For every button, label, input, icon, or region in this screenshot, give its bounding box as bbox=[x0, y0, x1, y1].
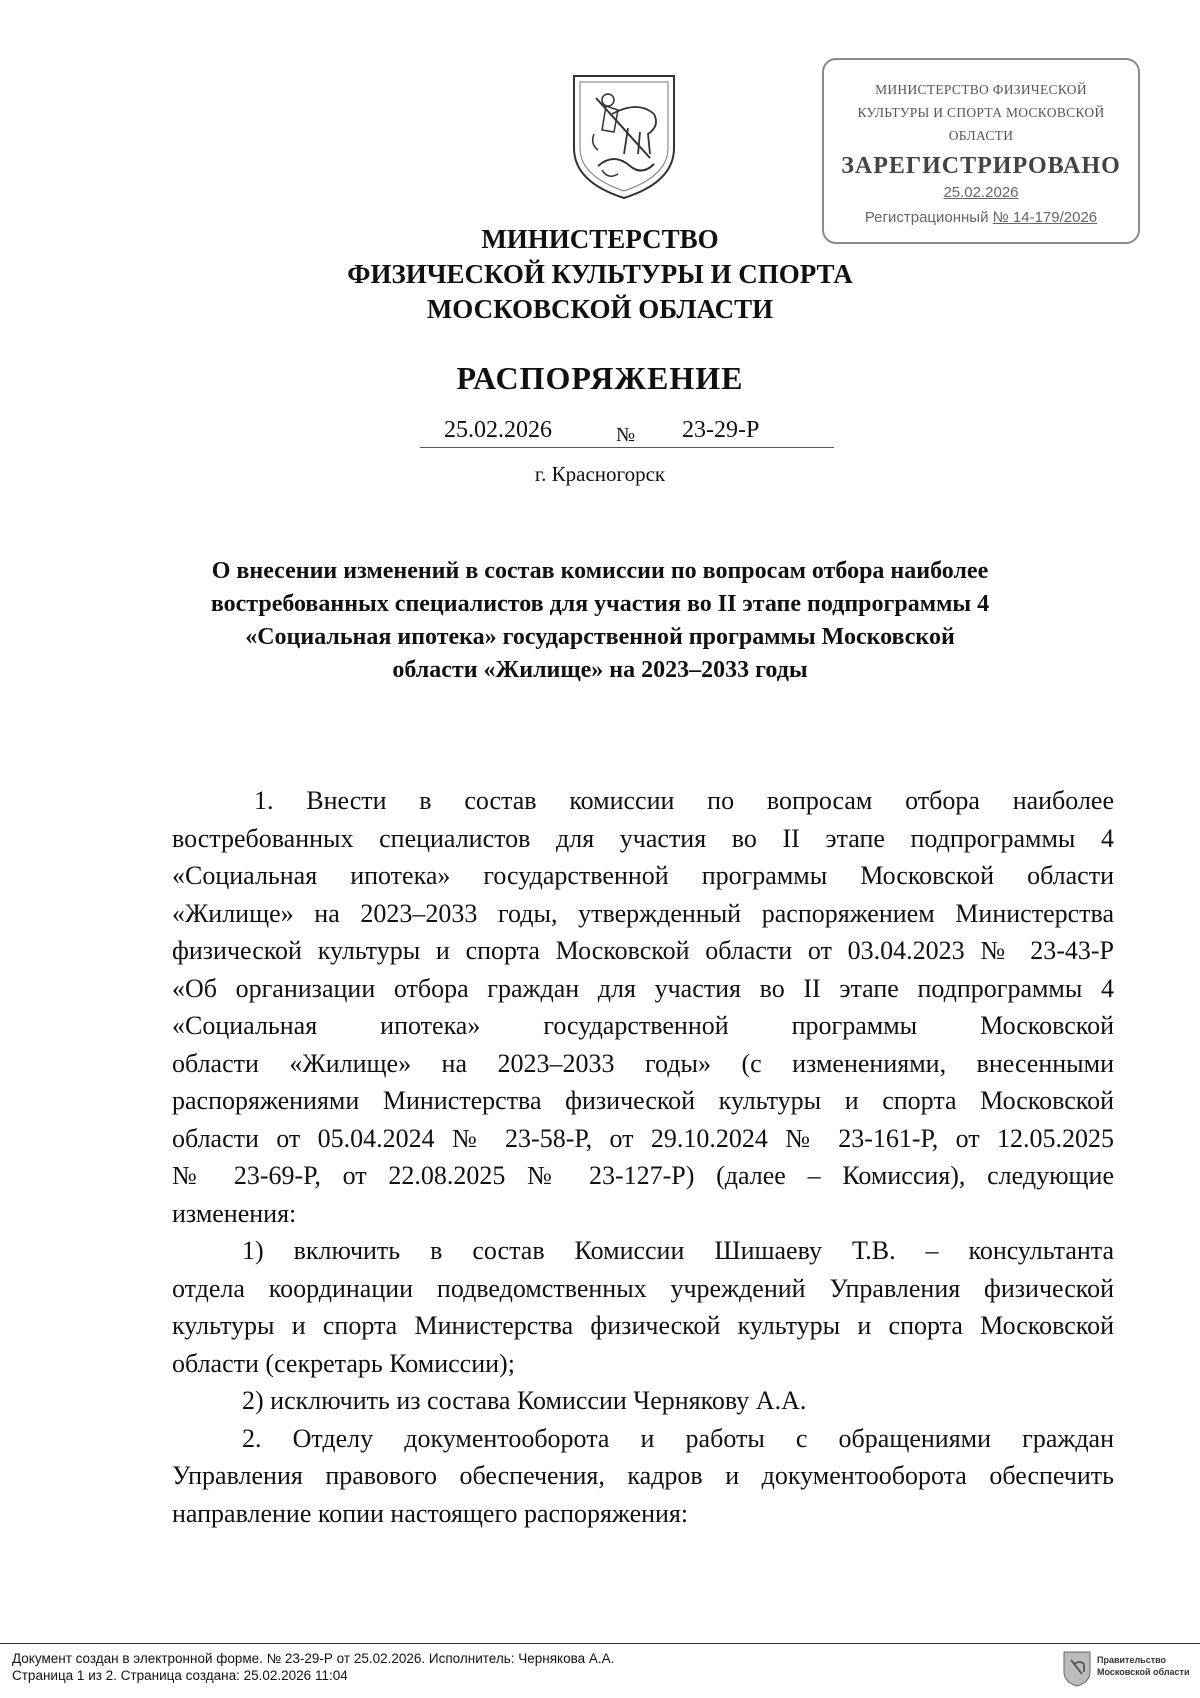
paragraph-2 bbox=[172, 1420, 1114, 1533]
gov-label-line: Правительство bbox=[1097, 1655, 1167, 1665]
paragraph-line: востребованных специалистов для участия во II этапе подпрограммы 4 bbox=[172, 823, 1114, 853]
paragraph-line: 2) исключить из состава Комиссии Чернякову А.А. bbox=[242, 1386, 807, 1415]
stamp-reg-label: Регистрационный bbox=[864, 209, 989, 226]
gov-label-line: Московской области bbox=[1097, 1667, 1190, 1677]
ministry-line: ФИЗИЧЕСКОЙ КУЛЬТУРЫ И СПОРТА bbox=[347, 259, 853, 289]
paragraph-line: культуры и спорта Министерства физической культуры и спорта Московской bbox=[172, 1311, 1114, 1340]
stamp-org-line: КУЛЬТУРЫ И СПОРТА МОСКОВСКОЙ bbox=[857, 105, 1105, 120]
paragraph-line: «Жилище» на 2023–2033 годы, утвержденный распоряжением Министерства bbox=[172, 898, 1114, 928]
stamp-org-line: МИНИСТЕРСТВО ФИЗИЧЕСКОЙ bbox=[875, 82, 1087, 97]
document-type: РАСПОРЯЖЕНИЕ bbox=[456, 360, 744, 396]
ministry-title bbox=[300, 222, 900, 327]
footer-line: Документ создан в электронной форме. № 23-29-Р от 25.02.2026. Исполнитель: Чернякова А.А. bbox=[12, 1651, 615, 1666]
paragraph-line: «Социальная ипотека» государственной программы Московской bbox=[172, 1011, 1114, 1040]
document-body bbox=[172, 782, 1114, 1532]
paragraph-line: 1. Внести в состав комиссии по вопросам отбора наиболее bbox=[254, 786, 1114, 815]
heading-line: «Социальная ипотека» государственной программы Московской bbox=[245, 624, 955, 650]
stamp-status: ЗАРЕГИСТРИРОВАНО bbox=[841, 153, 1121, 179]
heading-line: области «Жилище» на 2023–2033 годы bbox=[392, 657, 808, 683]
paragraph-line: 1) включить в состав Комиссии Шишаеву Т.В. – консультанта bbox=[242, 1236, 1114, 1265]
stamp-date: 25.02.2026 bbox=[943, 184, 1019, 201]
paragraph-line: 2. Отделу документооборота и работы с обращениями граждан bbox=[242, 1423, 1114, 1453]
paragraph-line: направление копии настоящего распоряжения: bbox=[172, 1498, 689, 1528]
government-emblem-icon bbox=[1062, 1650, 1092, 1688]
heading-line: востребованных специалистов для участия во II этапе подпрограммы 4 bbox=[210, 591, 990, 617]
ministry-line: МОСКОВСКОЙ ОБЛАСТИ bbox=[426, 294, 774, 324]
paragraph-line: физической культуры и спорта Московской области от 03.04.2023 № 23-43-Р bbox=[172, 936, 1114, 965]
number-sign: № bbox=[616, 424, 636, 446]
footer-line: Страница 1 из 2. Страница создана: 25.02.2026 11:04 bbox=[12, 1668, 348, 1683]
paragraph-line: области от 05.04.2024 № 23-58-Р, от 29.10.2024 № 23-161-Р, от 12.05.2025 bbox=[172, 1123, 1114, 1153]
stamp-org-line: ОБЛАСТИ bbox=[948, 128, 1014, 143]
paragraph-line: отдела координации подведомственных учреждений Управления физической bbox=[172, 1273, 1114, 1303]
coat-of-arms-icon bbox=[568, 70, 680, 202]
heading-line: О внесении изменений в состав комиссии по вопросам отбора наиболее bbox=[211, 558, 989, 584]
footer-info bbox=[12, 1650, 614, 1684]
stamp-reg-value: № 14-179/2026 bbox=[992, 209, 1098, 226]
paragraph-line: области (секретарь Комиссии); bbox=[172, 1348, 515, 1378]
paragraph-line: изменения: bbox=[172, 1198, 297, 1228]
document-date: 25.02.2026 bbox=[444, 417, 552, 443]
document-number: 23-29-Р bbox=[682, 417, 760, 443]
paragraph-1 bbox=[172, 782, 1114, 1232]
ministry-line: МИНИСТЕРСТВО bbox=[481, 224, 719, 254]
paragraph-line: распоряжениями Министерства физической культуры и спорта Московской bbox=[172, 1086, 1114, 1115]
footer-divider bbox=[0, 1643, 1200, 1644]
paragraph-line: «Социальная ипотека» государственной программы Московской области bbox=[172, 861, 1114, 890]
paragraph-line: области «Жилище» на 2023–2033 годы» (с изменениями, внесенными bbox=[172, 1048, 1114, 1078]
list-item-1 bbox=[172, 1232, 1114, 1382]
registration-stamp bbox=[822, 58, 1140, 244]
document-heading bbox=[160, 555, 1040, 687]
date-underline bbox=[420, 447, 834, 448]
city: г. Красногорск bbox=[534, 462, 666, 486]
paragraph-line: «Об организации отбора граждан для участия во II этапе подпрограммы 4 bbox=[172, 973, 1114, 1003]
paragraph-line: Управления правового обеспечения, кадров и документооборота обеспечить bbox=[172, 1461, 1114, 1490]
government-label bbox=[1097, 1654, 1190, 1678]
paragraph-line: № 23-69-Р, от 22.08.2025 № 23-127-Р) (далее – Комиссия), следующие bbox=[172, 1161, 1114, 1190]
list-item-2 bbox=[172, 1382, 1114, 1420]
